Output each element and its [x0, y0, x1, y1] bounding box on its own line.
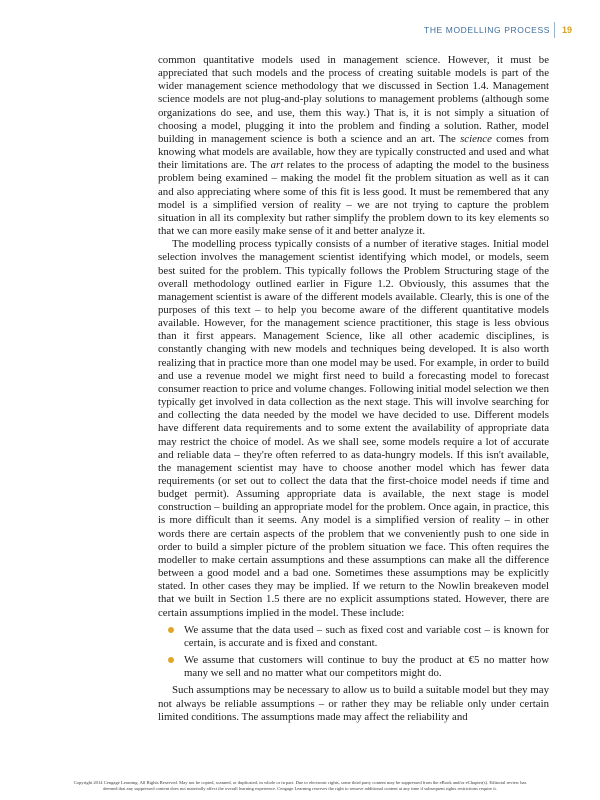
paragraph-1-part-e: comes from knowing what models are available, how they are typically constructed and used and what their limitations are.: [158, 132, 550, 172]
paragraph-1-part-c: relates to the process of adapting the model to the business problem being examined – making the model fit the problem situation as well as it can and also appreciating where some of this fit is less good. It must be remembered that any model is a simplified version of reality – we are not trying to capture the problem situation in all its complexity but rather simplify the problem down to its key elements so that we can more easily make sense of it and better analyze it.: [158, 159, 549, 238]
emphasis-art: art: [270, 159, 284, 172]
list-item-text: We assume that the data used – such as fixed cost and variable cost – is known for certain, is accurate and is fixed and constant.: [184, 623, 549, 649]
list-item-text: We assume that customers will continue to buy the product at €5 no matter how many we sell and no matter what our competitors might do.: [184, 654, 549, 680]
paragraph-1: common quantitative models used in management science. However, it must be appreciated that such models and the process of creating suitable models is part of the wider management science methodology that we discussed in Section 1.4. Management science models are not plug-and-play solutions to management problems (although some organizations do see, and use, them this way.) That is, it is not simply a situation of choosing a model, plugging it into the problem and finding a solution. Rather, model building in management science is both a science and an art. The science comes from knowing what models are available, how they are typically constructed and used and what their limitations are. The art relates to the process of adapting the model to the business problem being examined – making the model fit the problem situation as well as it can and also appreciating where some of this fit is less good. It must be remembered that any model is a simplified version of reality – we are not trying to capture the problem situation in all its complexity but rather simplify the problem down to its key elements so that we can more easily make sense of it and better analyze it.: [158, 54, 550, 238]
copyright-footer: [20, 780, 580, 792]
footer-line-1: Copyright 2014 Cengage Learning. All Rights Reserved. May not be copied, scanned, or duplicated, in whole or in part. Due to electronic rights, some third party content may be suppressed from the eBook and/or eChapter(s). Editorial review has: [73, 780, 527, 785]
header-divider: [554, 22, 555, 38]
body-text: [158, 54, 549, 724]
bullet-icon: [168, 657, 174, 663]
emphasis-science: science: [460, 132, 492, 145]
paragraph-3: Such assumptions may be necessary to allow us to build a suitable model but they may not always be reliable assumptions – or rather they may be reliable only under certain limited conditions. The assumptions made may affect the reliability and: [158, 684, 549, 723]
footer-line-2: deemed that any suppressed content does not materially affect the overall learning experience. Cengage Learning reserves the right to remove additional content at any time if subsequent rights restrictions require it.: [103, 786, 497, 792]
page-number: 19: [562, 25, 573, 35]
running-head-title: THE MODELLING PROCESS: [424, 25, 550, 35]
bullet-icon: [168, 627, 174, 633]
list-item: [184, 624, 549, 650]
paragraph-2: The modelling process typically consists of a number of iterative stages. Initial model selection involves the management scientist identifying which model, or models, seem best suited for the problem. This typically follows the Problem Structuring stage of the overall methodology outlined earlier in Figure 1.2. Obviously, this assumes that the management scientist is aware of the different models available. Clearly, this is one of the purposes of this text – to help you become aware of the different quantitative models available. However, for the management science practitioner, this stage is less obvious than it first appears. Management Science, like all other academic disciplines, is constantly changing with new models and techniques being developed. It is also worth realizing that in practice more than one model may be used. For example, in order to build and use a revenue model we might first need to build a forecasting model to forecast consumer reaction to price and volume changes. Following initial model selection we then typically get involved in data collection as the next stage. This will involve searching for and collecting the data needed by the model we have decided to use. Different models have different data requirements and to some extent the availability of appropriate data may restrict the choice of model. As we shall see, some models require a lot of accurate and reliable data – they're often referred to as data-hungry models. If this isn't available, the management scientist may have to choose another model which has fewer data requirements (or set out to collect the data that the first-choice model needs if time and budget permit). Assuming appropriate data is available, the next stage is model construction – building an appropriate model for the problem. Once again, in practice, this is more difficult than it seems. Any model is a simplified version of reality – in other words there are certain aspects of the problem that we conveniently push to one side in order to build a simpler picture of the problem situation we face. This often requires the modeller to make certain assumptions and these assumptions can make all the difference between a good model and a bad one. Sometimes these assumptions may be explicitly stated. In other cases they may be implied. If we return to the Nowlin breakeven model that we built in Section 1.5 there are no explicit assumptions stated. However, there are certain assumptions implied in the model. These include:: [158, 238, 549, 619]
paragraph-1-part-a: common quantitative models used in management science. However, it must be appreciated that such models and the process of creating suitable models is part of the wider management science methodology that we discussed in Section 1.4. Management science models are not plug-and-play solutions to management problems (although some organizations do see, and use, them this way.) That is, it is not simply a situation of choosing a model, plugging it into the problem and finding a solution. Rather, model building in management science is both a science and an art. The: [158, 54, 549, 145]
running-head: [0, 24, 600, 38]
assumption-list: [158, 624, 549, 681]
list-item: [184, 654, 549, 680]
